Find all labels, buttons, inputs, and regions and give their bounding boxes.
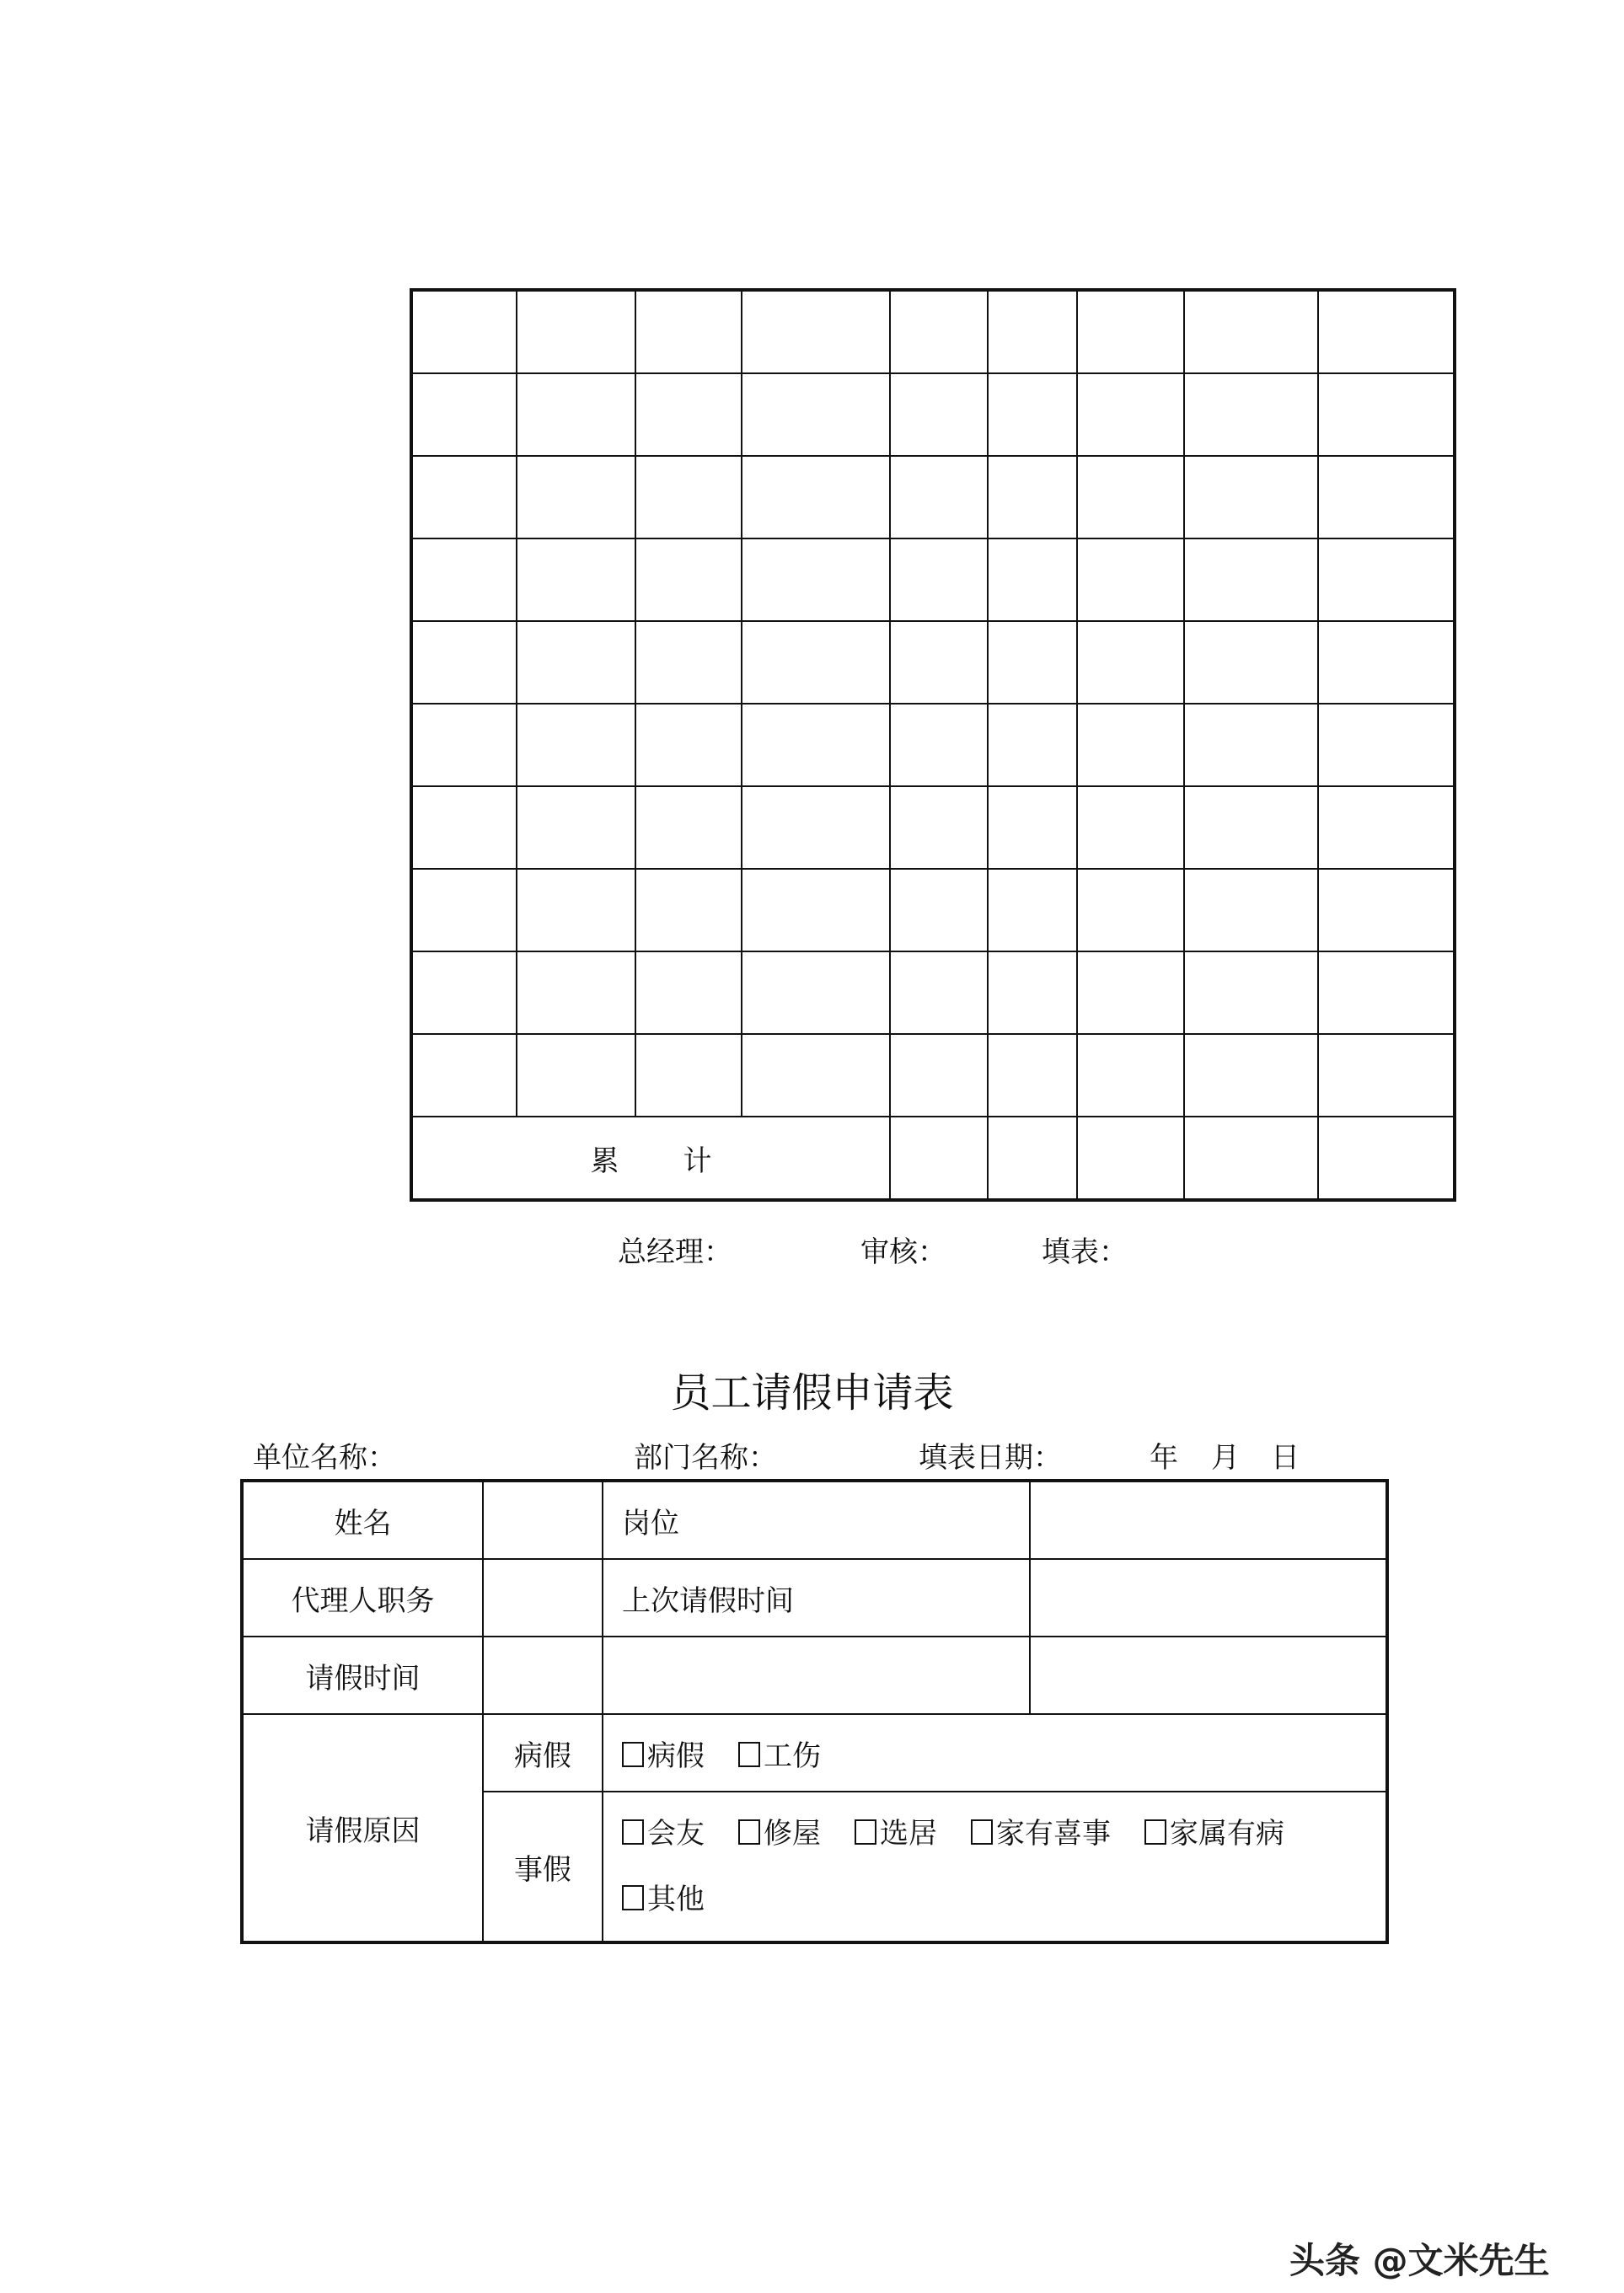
reason-label: 请假原因: [242, 1714, 483, 1942]
grid-cell[interactable]: [742, 1034, 890, 1117]
checkbox-option[interactable]: [622, 1739, 705, 1773]
grid-cell[interactable]: [635, 869, 742, 951]
grid-cell[interactable]: [742, 869, 890, 951]
checkbox-label: 工伤: [764, 1739, 821, 1773]
grid-cell[interactable]: [742, 373, 890, 456]
grid-cell[interactable]: [1318, 951, 1455, 1034]
grid-cell[interactable]: [890, 704, 988, 786]
grid-cell[interactable]: [988, 538, 1077, 621]
grid-cell[interactable]: [890, 373, 988, 456]
checkbox-icon[interactable]: [622, 1742, 644, 1767]
grid-cell[interactable]: [1184, 290, 1318, 373]
fill-date-label: 填表日期：: [919, 1441, 1062, 1475]
position-field[interactable]: [1030, 1481, 1387, 1559]
total-row: [411, 1117, 1455, 1200]
grid-cell[interactable]: [1318, 373, 1455, 456]
total-cell[interactable]: [988, 1117, 1077, 1200]
year-label: 年: [1150, 1441, 1178, 1475]
total-cell[interactable]: [1318, 1117, 1455, 1200]
grid-row: [411, 704, 1455, 786]
checkbox-option[interactable]: [855, 1817, 937, 1851]
last-leave-field[interactable]: [1030, 1559, 1387, 1637]
grid-cell[interactable]: [742, 786, 890, 869]
name-label: 姓名: [242, 1481, 483, 1559]
grid-cell[interactable]: [988, 456, 1077, 538]
row-sick: [242, 1714, 1387, 1792]
month-label: 月: [1211, 1441, 1240, 1475]
checkbox-label: 其他: [647, 1883, 705, 1916]
grid-cell[interactable]: [988, 786, 1077, 869]
grid-cell[interactable]: [517, 373, 635, 456]
grid-cell[interactable]: [1077, 538, 1184, 621]
checkbox-label: 修屋: [764, 1817, 821, 1851]
grid-cell[interactable]: [635, 538, 742, 621]
grid-cell[interactable]: [890, 951, 988, 1034]
leave-time-field-2[interactable]: [603, 1637, 1030, 1714]
grid-cell[interactable]: [742, 951, 890, 1034]
grid-cell[interactable]: [1184, 951, 1318, 1034]
form-title: 员工请假申请表: [670, 1369, 954, 1417]
grid-cell[interactable]: [517, 621, 635, 704]
grid-cell[interactable]: [1077, 373, 1184, 456]
grid-cell[interactable]: [742, 456, 890, 538]
grid-cell[interactable]: [635, 704, 742, 786]
grid-cell[interactable]: [635, 456, 742, 538]
department-name-label: 部门名称：: [634, 1441, 777, 1475]
checkbox-option[interactable]: [738, 1817, 821, 1851]
row-name: [242, 1481, 1387, 1559]
personal-leave-label: 事假: [483, 1792, 603, 1942]
grid-cell[interactable]: [1077, 951, 1184, 1034]
grid-cell[interactable]: [1184, 786, 1318, 869]
grid-cell[interactable]: [1318, 290, 1455, 373]
position-label: 岗位: [603, 1481, 1030, 1559]
grid-row: [411, 786, 1455, 869]
unit-name-label: 单位名称：: [253, 1441, 396, 1475]
signature-review: 审核：: [860, 1235, 946, 1269]
grid-cell[interactable]: [517, 951, 635, 1034]
leave-time-field[interactable]: [483, 1637, 603, 1714]
grid-row: [411, 290, 1455, 373]
grid-row: [411, 456, 1455, 538]
grid-row: [411, 951, 1455, 1034]
grid-cell[interactable]: [1184, 373, 1318, 456]
total-cell[interactable]: [1077, 1117, 1184, 1200]
grid-cell[interactable]: [742, 704, 890, 786]
grid-cell[interactable]: [411, 869, 517, 951]
grid-cell[interactable]: [1184, 1034, 1318, 1117]
grid-cell[interactable]: [411, 290, 517, 373]
grid-cell[interactable]: [988, 621, 1077, 704]
checkbox-option[interactable]: [738, 1739, 821, 1773]
blank-record-grid: [410, 288, 1456, 1202]
grid-cell[interactable]: [635, 290, 742, 373]
checkbox-option[interactable]: [1144, 1817, 1284, 1851]
grid-cell[interactable]: [635, 621, 742, 704]
grid-cell[interactable]: [635, 951, 742, 1034]
grid-cell[interactable]: [411, 704, 517, 786]
day-label: 日: [1271, 1441, 1300, 1475]
grid-cell[interactable]: [1318, 538, 1455, 621]
grid-cell[interactable]: [742, 621, 890, 704]
grid-row: [411, 373, 1455, 456]
personal-options: [603, 1792, 1387, 1942]
checkbox-icon[interactable]: [622, 1885, 644, 1910]
grid-cell[interactable]: [635, 786, 742, 869]
grid-cell[interactable]: [890, 1034, 988, 1117]
grid-cell[interactable]: [411, 786, 517, 869]
name-field[interactable]: [483, 1481, 603, 1559]
checkbox-icon[interactable]: [738, 1742, 760, 1767]
grid-cell[interactable]: [1077, 869, 1184, 951]
grid-cell[interactable]: [635, 373, 742, 456]
grid-cell[interactable]: [742, 290, 890, 373]
grid-cell[interactable]: [517, 290, 635, 373]
grid-cell[interactable]: [517, 456, 635, 538]
grid-cell[interactable]: [890, 869, 988, 951]
grid-cell[interactable]: [988, 951, 1077, 1034]
grid-cell[interactable]: [890, 290, 988, 373]
grid-cell[interactable]: [517, 869, 635, 951]
grid-cell[interactable]: [890, 538, 988, 621]
grid-cell[interactable]: [988, 1034, 1077, 1117]
grid-cell[interactable]: [1077, 621, 1184, 704]
grid-cell[interactable]: [411, 373, 517, 456]
total-label: 累: [590, 1144, 619, 1178]
total-label: 计: [683, 1144, 712, 1178]
checkbox-option[interactable]: [622, 1817, 705, 1851]
signature-manager: 总经理：: [618, 1235, 732, 1269]
total-cell[interactable]: [890, 1117, 988, 1200]
grid-cell[interactable]: [1318, 786, 1455, 869]
grid-cell[interactable]: [635, 1034, 742, 1117]
grid-cell[interactable]: [411, 456, 517, 538]
sick-leave-label: 病假: [483, 1714, 603, 1792]
grid-row: [411, 869, 1455, 951]
grid-cell[interactable]: [1077, 456, 1184, 538]
grid-cell[interactable]: [1318, 621, 1455, 704]
checkbox-label: 病假: [647, 1739, 705, 1773]
grid-cell[interactable]: [517, 1034, 635, 1117]
grid-cell[interactable]: [742, 538, 890, 621]
checkbox-icon[interactable]: [622, 1819, 644, 1845]
checkbox-option[interactable]: [622, 1883, 705, 1916]
grid-cell[interactable]: [1318, 869, 1455, 951]
row-leave-time: [242, 1637, 1387, 1714]
grid-row: [411, 538, 1455, 621]
checkbox-label: 家有喜事: [996, 1817, 1111, 1851]
leave-application-table: [240, 1479, 1389, 1944]
grid-cell[interactable]: [411, 538, 517, 621]
grid-cell[interactable]: [1318, 456, 1455, 538]
watermark: 头条 @文米先生: [1289, 2240, 1550, 2281]
row-agent: [242, 1559, 1387, 1637]
checkbox-icon[interactable]: [1144, 1819, 1166, 1845]
grid-cell[interactable]: [988, 290, 1077, 373]
grid-cell[interactable]: [1184, 869, 1318, 951]
grid-cell[interactable]: [890, 621, 988, 704]
grid-cell[interactable]: [1318, 704, 1455, 786]
checkbox-icon[interactable]: [971, 1819, 993, 1845]
grid-cell[interactable]: [988, 373, 1077, 456]
grid-cell[interactable]: [1077, 1034, 1184, 1117]
agent-title-field[interactable]: [483, 1559, 603, 1637]
last-leave-label: 上次请假时间: [603, 1559, 1030, 1637]
agent-title-label: 代理人职务: [242, 1559, 483, 1637]
grid-row: [411, 621, 1455, 704]
grid-cell[interactable]: [411, 621, 517, 704]
grid-cell[interactable]: [1184, 538, 1318, 621]
checkbox-icon[interactable]: [738, 1819, 760, 1845]
leave-time-label: 请假时间: [242, 1637, 483, 1714]
grid-row: [411, 1034, 1455, 1117]
grid-cell[interactable]: [1318, 1034, 1455, 1117]
checkbox-icon[interactable]: [855, 1819, 876, 1845]
checkbox-label: 家属有病: [1170, 1817, 1284, 1851]
grid-cell[interactable]: [1077, 290, 1184, 373]
grid-cell[interactable]: [517, 538, 635, 621]
grid-cell[interactable]: [890, 786, 988, 869]
checkbox-option[interactable]: [971, 1817, 1111, 1851]
sick-options: [603, 1714, 1387, 1792]
grid-cell[interactable]: [1184, 704, 1318, 786]
grid-cell[interactable]: [411, 1034, 517, 1117]
grid-cell[interactable]: [517, 704, 635, 786]
grid-cell[interactable]: [1077, 786, 1184, 869]
grid-cell[interactable]: [1184, 456, 1318, 538]
grid-cell[interactable]: [988, 704, 1077, 786]
checkbox-label: 会友: [647, 1817, 705, 1851]
grid-cell[interactable]: [517, 786, 635, 869]
grid-cell[interactable]: [890, 456, 988, 538]
total-cell[interactable]: [1184, 1117, 1318, 1200]
grid-cell[interactable]: [1184, 621, 1318, 704]
grid-cell[interactable]: [411, 951, 517, 1034]
leave-time-field-3[interactable]: [1030, 1637, 1387, 1714]
checkbox-label: 选居: [880, 1817, 937, 1851]
signature-filler: 填表：: [1042, 1235, 1128, 1269]
grid-cell[interactable]: [988, 869, 1077, 951]
grid-cell[interactable]: [1077, 704, 1184, 786]
